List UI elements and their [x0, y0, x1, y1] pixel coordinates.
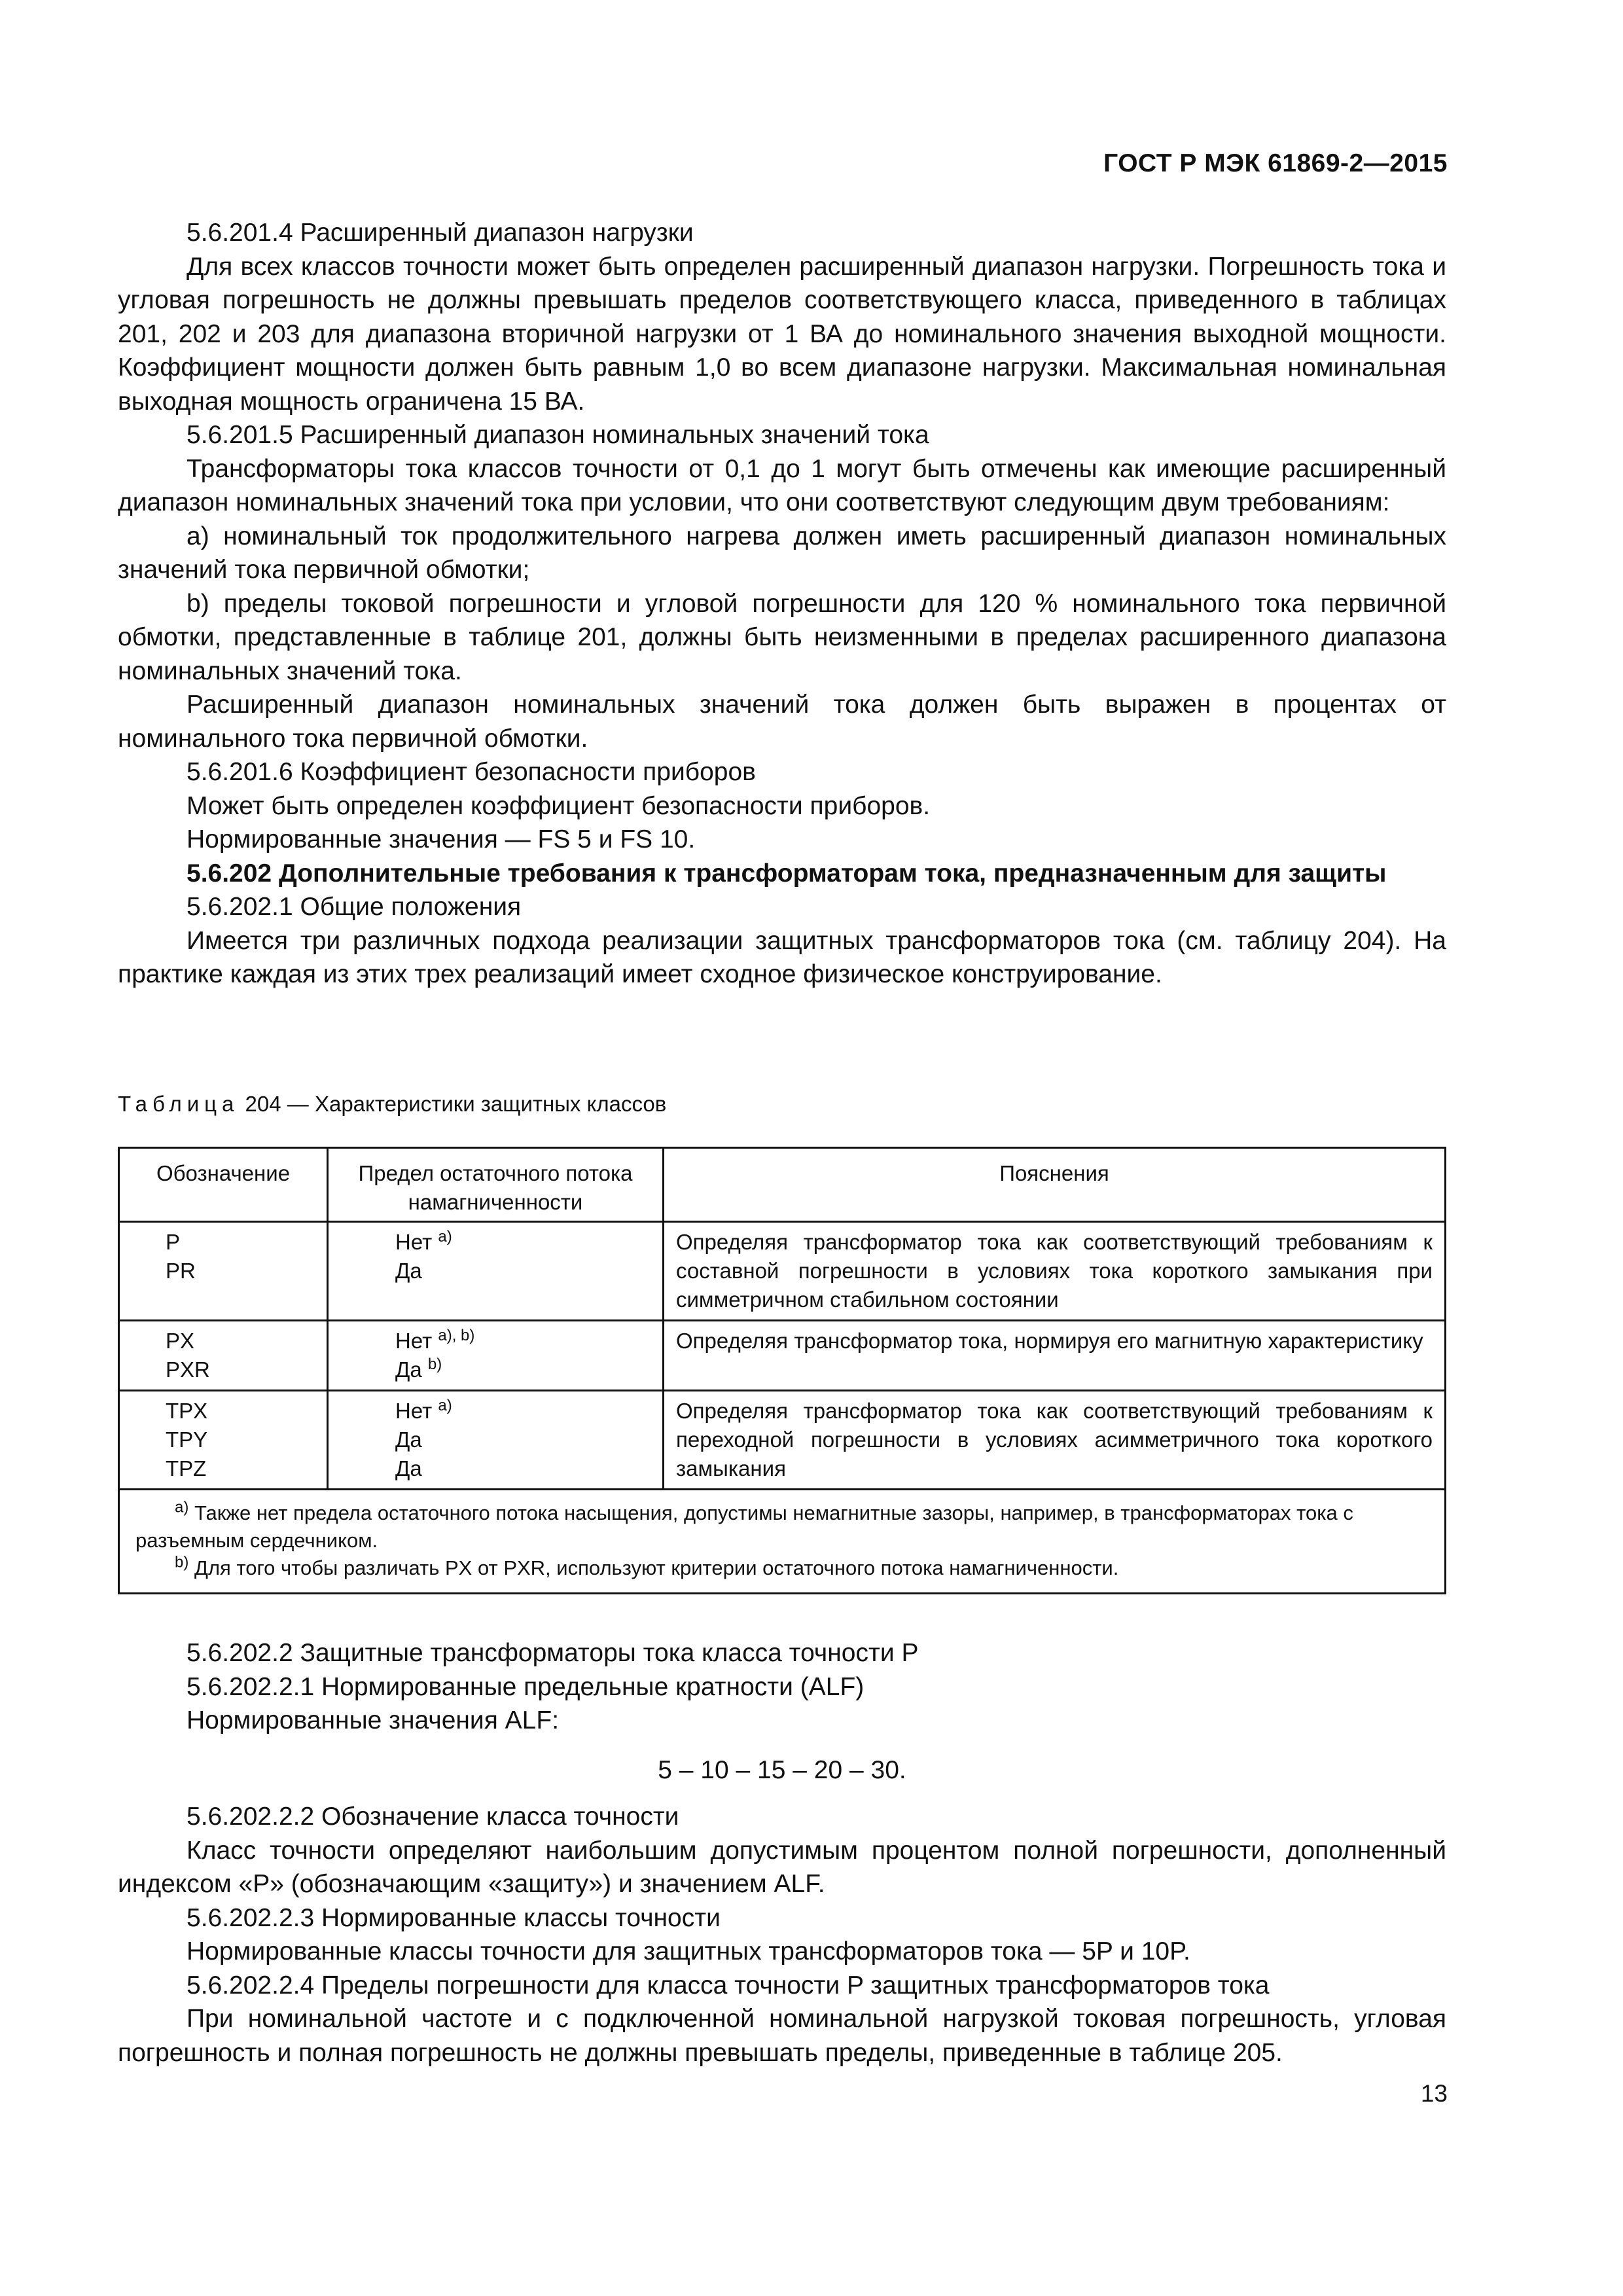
table-notes — [119, 1490, 1446, 1594]
explanation-cell: Определяя трансформатор тока, нормируя его магнитную характеристику — [664, 1321, 1446, 1391]
paragraph: 5.6.201.5 Расширенный диапазон номинальных значений тока — [187, 421, 929, 449]
footnote: $^{b)}$ Для того чтобы различать PX от PXR, используют критерии остаточного потока намагниченности. — [175, 1553, 1119, 1579]
protective-classes-table — [118, 1147, 1446, 1594]
paragraph: 5.6.202.2.2 Обозначение класса точности — [187, 1803, 679, 1831]
paragraph: 5.6.202.1 Общие положения — [187, 893, 522, 921]
footnote-ref: a) — [438, 1228, 452, 1246]
designation: PXR — [166, 1357, 210, 1382]
designation-cell — [119, 1391, 328, 1490]
page-number: 13 — [1420, 2080, 1448, 2107]
table-caption-title: 204 — Характеристики защитных классов — [239, 1092, 667, 1116]
designation: TPZ — [166, 1456, 207, 1480]
table-caption — [118, 1092, 666, 1117]
paragraph: 5.6.201.4 Расширенный диапазон нагрузки — [187, 219, 694, 247]
paragraph: b) пределы токовой погрешности и угловой погрешности для 120 % номинального тока первичной обмотки, представленные в таблице 201, должны быть неизменными в пределах расширенного диапазона номинальных значений тока. — [118, 589, 1446, 685]
paragraph: 5.6.202.2.3 Нормированные классы точности — [187, 1903, 721, 1932]
section-heading: 5.6.202 Дополнительные требования к трансформаторам тока, предназначенным для защиты — [187, 859, 1387, 888]
header-cell-explanations: Пояснения — [664, 1148, 1446, 1222]
designation-cell — [119, 1321, 328, 1391]
designation: TPX — [166, 1399, 208, 1423]
body-text-top — [118, 216, 1446, 992]
explanation-cell: Определяя трансформатор тока как соответствующий требованиям к переходной погрешности в условиях асимметричного тока короткого замыкания — [664, 1391, 1446, 1490]
table-row — [119, 1391, 1446, 1490]
limit-value: Да $^{b)}$ — [395, 1355, 442, 1382]
table-caption-prefix: Таблица — [118, 1092, 240, 1116]
table-notes-row — [119, 1490, 1446, 1594]
limit-value: Нет $^{a), b)}$ — [395, 1327, 475, 1353]
designation: TPY — [166, 1427, 208, 1452]
table-row — [119, 1321, 1446, 1391]
alf-values: 5 – 10 – 15 – 20 – 30. — [658, 1755, 906, 1784]
paragraph: 5.6.202.2 Защитные трансформаторы тока класса точности P — [187, 1639, 919, 1667]
paragraph: Имеется три различных подхода реализации защитных трансформаторов тока (см. таблицу 204). На практике каждая из этих трех реализаций имеет сходное физическое конструирование. — [118, 926, 1446, 988]
footnote-ref: a), b) — [438, 1327, 475, 1344]
remanent-limit-cell — [328, 1321, 664, 1391]
footnote: $^{a)}$ Также нет предела остаточного потока насыщения, допустимы немагнитные зазоры, например, в трансформаторах тока с разъемным сердечником. — [135, 1498, 1353, 1552]
header-cell-designation: Обозначение — [119, 1148, 328, 1222]
designation: PR — [166, 1259, 196, 1283]
footnote-ref: b) — [427, 1355, 442, 1373]
limit-value: Да — [395, 1456, 422, 1480]
paragraph: Для всех классов точности может быть определен расширенный диапазон нагрузки. Погрешность тока и угловая погрешность не должны превышать пределов соответствующего класса, приведенного в таблицах 201, 202 и 203 для диапазона вторичной нагрузки от 1 ВА до номинального значения выходной мощности. Коэффициент мощности должен быть равным 1,0 во всем диапазоне нагрузки. Максимальная номинальная выходная мощность ограничена 15 ВА. — [118, 252, 1446, 416]
paragraph: а) номинальный ток продолжительного нагрева должен иметь расширенный диапазон номинальных значений тока первичной обмотки; — [118, 522, 1446, 584]
paragraph: 5.6.202.2.1 Нормированные предельные кратности (ALF) — [187, 1672, 865, 1701]
paragraph: При номинальной частоте и с подключенной номинальной нагрузкой токовая погрешность, угловая погрешность и полная погрешность не должны превышать пределы, приведенные в таблице 205. — [118, 2005, 1446, 2067]
paragraph: Расширенный диапазон номинальных значений тока должен быть выражен в процентах от номинального тока первичной обмотки. — [118, 691, 1446, 753]
explanation-cell: Определяя трансформатор тока как соответствующий требованиям к составной погрешности в условиях тока короткого замыкания при симметричном стабильном состоянии — [664, 1222, 1446, 1321]
designation-cell — [119, 1222, 328, 1321]
paragraph: Трансформаторы тока классов точности от 0,1 до 1 могут быть отмечены как имеющие расширенный диапазон номинальных значений тока при условии, что они соответствуют следующим двум требованиям: — [118, 454, 1446, 516]
footnote-ref: a) — [438, 1397, 452, 1414]
limit-value: Нет $^{a)}$ — [395, 1228, 452, 1254]
limit-value: Нет $^{a)}$ — [395, 1397, 452, 1423]
paragraph: Может быть определен коэффициент безопасности приборов. — [187, 791, 931, 820]
limit-value: Да — [395, 1259, 422, 1283]
header-cell-remanent-flux: Предел остаточного потока намагниченности — [328, 1148, 664, 1222]
body-text-bottom — [118, 1636, 1446, 2070]
remanent-limit-cell — [328, 1222, 664, 1321]
designation: PX — [166, 1329, 195, 1353]
paragraph: Нормированные значения — FS 5 и FS 10. — [187, 825, 696, 853]
paragraph: Нормированные значения ALF: — [187, 1706, 560, 1734]
table-header-row — [119, 1148, 1446, 1222]
limit-value: Да — [395, 1427, 422, 1452]
document-code-header: ГОСТ Р МЭК 61869-2—2015 — [1103, 149, 1448, 177]
paragraph: Нормированные классы точности для защитных трансформаторов тока — 5P и 10P. — [187, 1937, 1190, 1965]
remanent-limit-cell — [328, 1391, 664, 1490]
designation: P — [166, 1230, 181, 1254]
paragraph: Класс точности определяют наибольшим допустимым процентом полной погрешности, дополненный индексом «P» (обозначающим «защиту») и значением ALF. — [118, 1836, 1446, 1898]
paragraph: 5.6.201.6 Коэффициент безопасности приборов — [187, 758, 756, 786]
paragraph: 5.6.202.2.4 Пределы погрешности для класса точности P защитных трансформаторов тока — [187, 1971, 1270, 2000]
table-row — [119, 1222, 1446, 1321]
